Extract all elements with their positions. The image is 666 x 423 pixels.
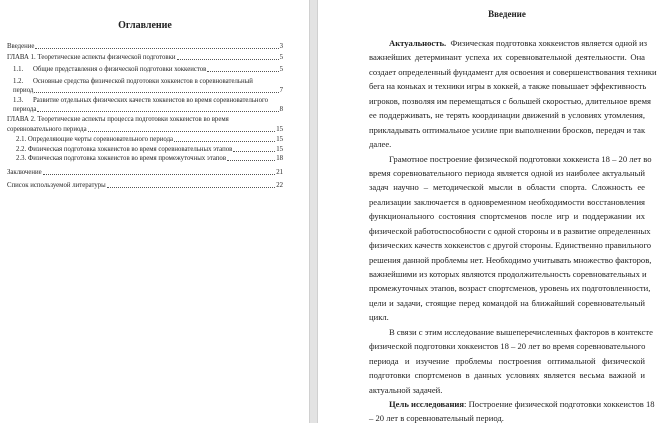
toc-entry-2-1[interactable]: 2.1. Определяющие черты соревновательного периода 15 (16, 136, 283, 143)
paragraph-construction: Грамотное построение физической подготовки хоккеиста 18 – 20 лет во время соревновательного периода является одной из наиболее актуальный задач научно – методической мысли в области спорта. Сложность ее реализации заключается в одновременном необходимости восстановления функционального состояния спортсменов после игр и поддержании их физической работоспособности с одной стороны и в развитие определенных физических качеств хоккеистов с другой стороны. Единственно правильного решения данной проблемы нет. Необходимо учитывать множество факторов, важнейшими из которых являются продолжительность соревновательных и промежуточных этапов, возраст спортсменов, уровень их подготовленности, цели и задачи, стоящие перед командой на ближайший соревновательный цикл. (369, 153, 652, 323)
toc-title: Оглавление (118, 20, 172, 31)
toc-entry-conclusion[interactable]: Заключение 21 (7, 169, 283, 176)
intro-page (318, 0, 666, 423)
toc-entry-1-1[interactable]: 1.1. Общие представления о физической подготовки хоккеистов 5 (13, 66, 283, 73)
toc-entry-chapter-2[interactable]: ГЛАВА 2. Теоретические аспекты процесса подготовки хоккеистов во время (7, 116, 229, 123)
toc-entry-1-2-cont[interactable]: период 7 (13, 87, 283, 94)
toc-entry-references[interactable]: Список используемой литературы 22 (7, 182, 283, 189)
toc-entry-chapter-1[interactable]: ГЛАВА 1. Теоретические аспекты физической подготовки 5 (7, 54, 283, 61)
goal-label: Цель исследования (389, 398, 465, 409)
toc-entry-chapter-2-cont[interactable]: соревновательного периода 15 (7, 126, 283, 133)
toc-entry-1-3[interactable]: 1.3. Развитие отдельных физических качеств хоккеистов во время соревновательного (13, 97, 268, 104)
paragraph-relevance: Актуальность. Физическая подготовка хоккеистов является одной из важнейших детерминант успеха их соревновательной деятельности. Она создает определенный фундамент для освоения и совершенствования техники бега на коньках и техники игры в хоккей, а также повышает эффективность игроков, позволяя им перемещаться с большей скоростью, длительное время ее поддерживать, не терять координации движений в условиях утомления, прикладывать оптимальное усилие при выполнении бросков, передач и так далее. (369, 38, 657, 150)
toc-entry-1-2[interactable]: 1.2. Основные средства физической подготовки хоккеистов в соревновательный (13, 78, 253, 85)
paragraph-research-context: В связи с этим исследование вышеперечисленных факторов в контексте физической подготовки хоккеистов 18 – 20 лет во время соревновательного периода и изучение проблемы построения оптимальной физической подготовки спортсменов в данных условиях является весьма важной и актуальной задачей. (369, 326, 653, 395)
intro-title: Введение (488, 9, 526, 19)
toc-page (0, 0, 309, 423)
toc-entry-intro[interactable]: Введение 3 (7, 43, 283, 50)
toc-entry-1-3-cont[interactable]: периода 8 (13, 106, 283, 113)
paragraph-research-goal: Цель исследования: Построение физической подготовки хоккеистов 18 – 20 лет в соревновательный период. (369, 398, 655, 423)
relevance-label: Актуальность. (389, 38, 447, 48)
toc-entry-2-2[interactable]: 2.2. Физическая подготовка хоккеистов во время соревновательных этапов 15 (16, 146, 283, 153)
intro-body (369, 36, 657, 423)
page-separator (309, 0, 318, 423)
toc-entry-2-3[interactable]: 2.3. Физическая подготовка хоккеистов во время промежуточных этапов 18 (16, 155, 283, 162)
